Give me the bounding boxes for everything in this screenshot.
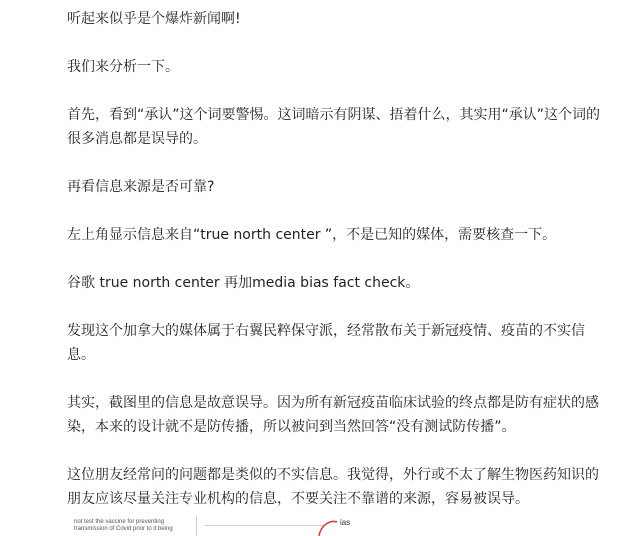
embedded-divider (205, 525, 325, 526)
embedded-screenshot-left[interactable] (68, 516, 197, 536)
red-circle-annotation-icon (317, 516, 339, 536)
paragraph-google-check: 谷歌 true north center 再加media bias fact check。 (67, 275, 420, 291)
embedded-screenshot-right[interactable] (205, 516, 355, 536)
paragraph-source-question: 再看信息来源是否可靠? (67, 179, 215, 195)
embedded-screenshot-text: not test the vaccine for preventing transmission of Covid prior to it being (74, 519, 173, 532)
paragraph-misleading-explanation: 其实，截图里的信息是故意误导。因为所有新冠疫苗临床试验的终点都是防有症状的感染，本来的设计就不是防传播，所以被问到当然回答“没有测试防传播”。 (67, 395, 599, 435)
paragraph-advice: 这位朋友经常问的问题都是类似的不实信息。我觉得，外行或不太了解生物医药知识的朋友应该尽量关注专业机构的信息，不要关注不靠谱的来源，容易被误导。 (67, 467, 599, 507)
paragraph-first-point: 首先，看到“承认”这个词要警惕。这词暗示有阴谋、捂着什么，其实用“承认”这个词的很多消息都是误导的。 (67, 107, 601, 147)
paragraph-media-finding: 发现这个加拿大的媒体属于右翼民粹保守派，经常散布关于新冠疫情、疫苗的不实信息。 (67, 323, 585, 363)
paragraph-analysis: 我们来分析一下。 (67, 59, 179, 75)
embedded-fragment-text: ias (340, 518, 351, 527)
paragraph-intro: 听起来似乎是个爆炸新闻啊! (67, 11, 241, 27)
paragraph-source-origin: 左上角显示信息来自“true north center ”，不是已知的媒体，需要核查一下。 (67, 227, 557, 243)
